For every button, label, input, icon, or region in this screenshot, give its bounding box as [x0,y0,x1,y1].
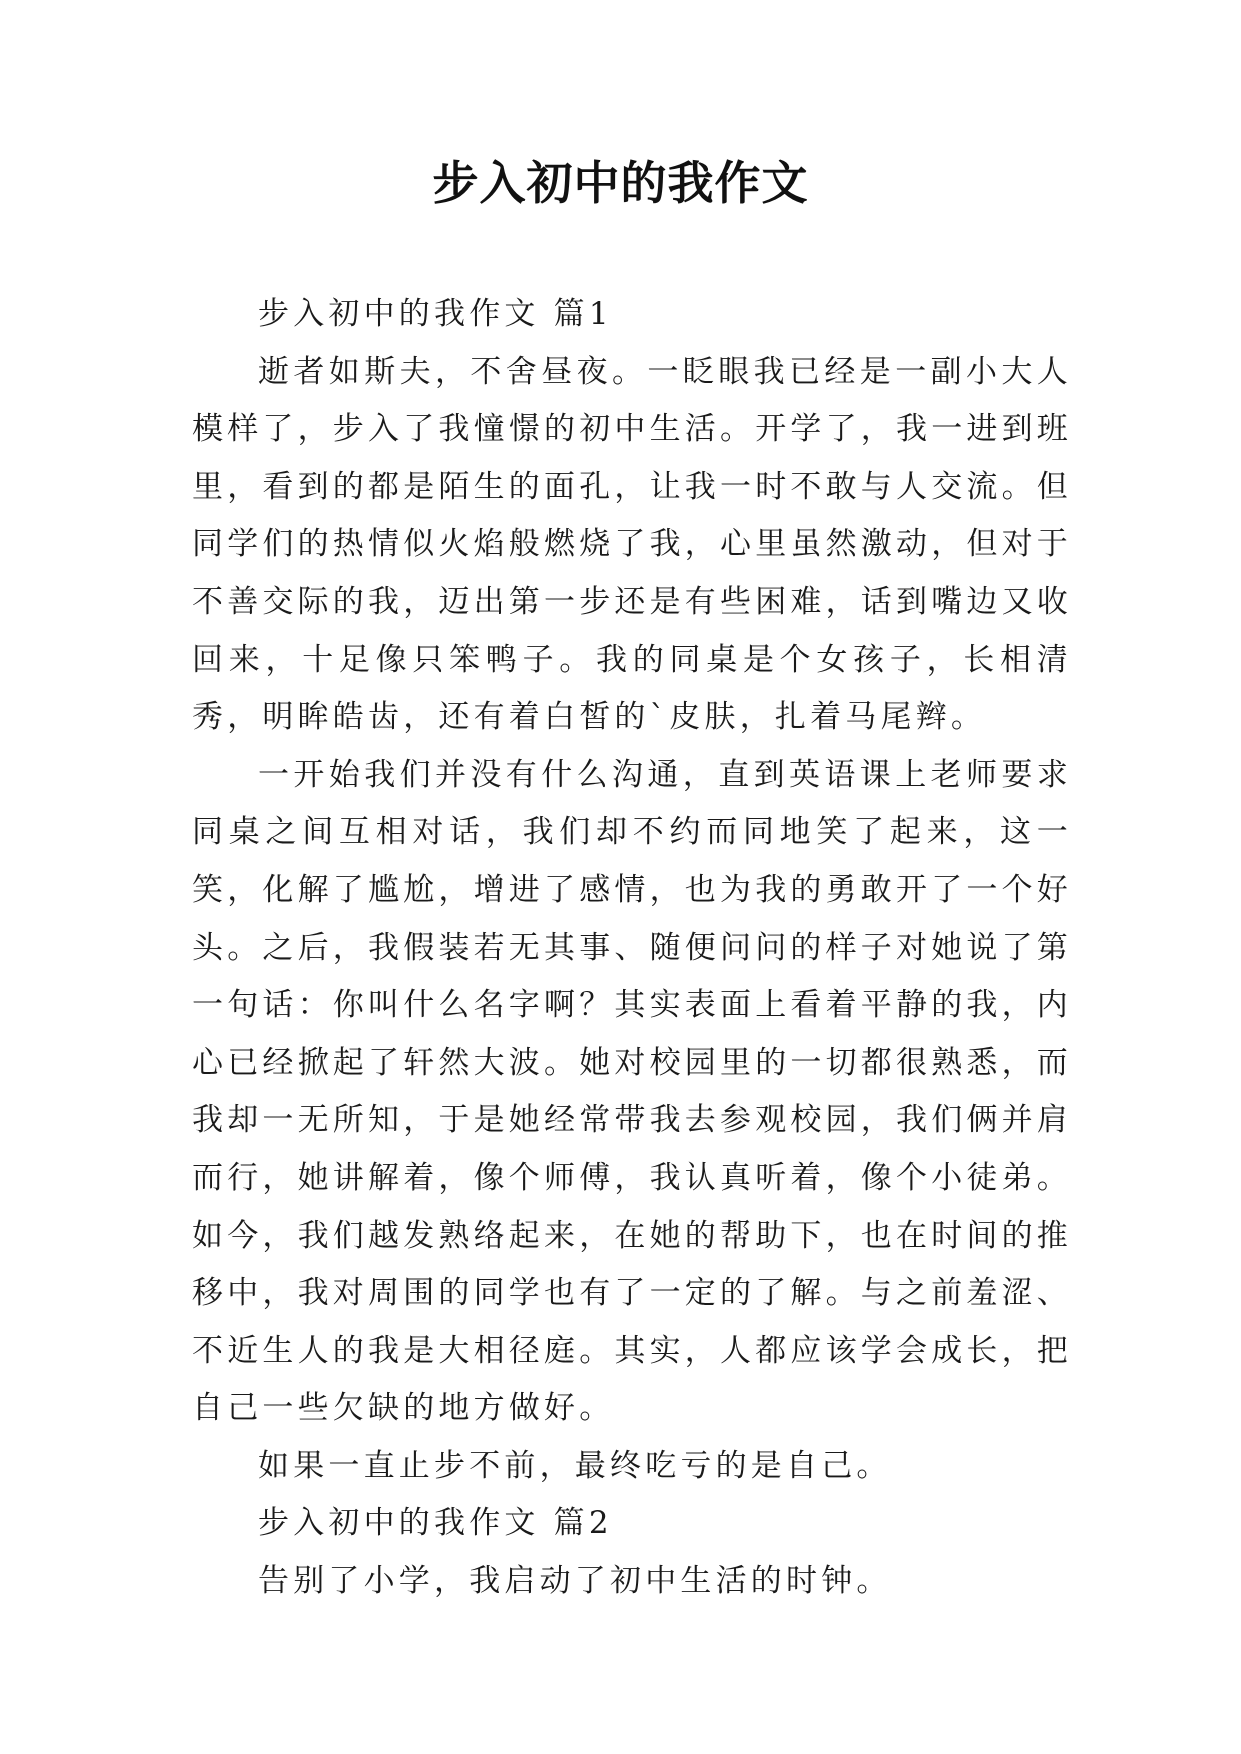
section-heading-2: 步入初中的我作文 篇2 [258,1505,613,1542]
section-heading-1: 步入初中的我作文 篇1 [258,296,613,332]
paragraph: 告别了小学，我启动了初中生活的时钟。 [258,1563,892,1600]
paragraph: 如果一直止步不前，最终吃亏的是自己。 [258,1447,892,1484]
paragraph: 一开始我们并没有什么沟通，直到英语课上老师要求同桌之间互相对话，我们却不约而同地笑了起来，这一笑，化解了尴尬，增进了感情，也为我的勇敢开了一个好头。之后，我假装若无其事、随便问问的样子对她说了第一句话：你叫什么名字啊？其实表面上看着平静的我，内心已经掀起了轩然大波。她对校园里的一切都很熟悉，而我却一无所知，于是她经常带我去参观校园，我们俩并肩而行，她讲解着，像个师傅，我认真听着，像个小徒弟。如今，我们越发熟络起来，在她的帮助下，也在时间的推移中，我对周围的同学也有了一定的了解。与之前羞涩、不近生人的我是大相径庭。其实，人都应该学会成长，把自己一些欠缺的地方做好。 [192,756,1072,1427]
document-title: 步入初中的我作文 [432,156,809,210]
document-body [192,286,1072,1611]
paragraph: 逝者如斯夫，不舍昼夜。一眨眼我已经是一副小大人模样了，步入了我憧憬的初中生活。开学了，我一进到班里，看到的都是陌生的面孔，让我一时不敢与人交流。但同学们的热情似火焰般燃烧了我，心里虽然激动，但对于不善交际的我，迈出第一步还是有些困难，话到嘴边又收回来，十足像只笨鸭子。我的同桌是个女孩子，长相清秀，明眸皓齿，还有着白皙的`皮肤，扎着马尾辫。 [192,353,1072,736]
